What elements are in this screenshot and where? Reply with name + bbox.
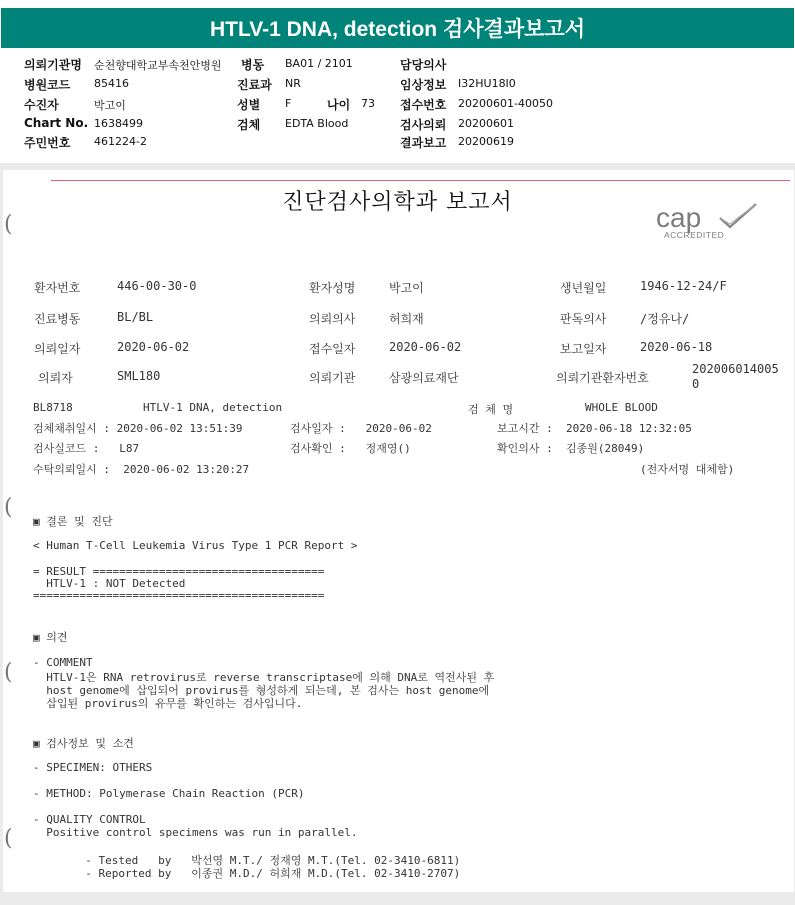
section-opinion: ▣ 의견 xyxy=(33,631,68,644)
result-footer: ============================================ xyxy=(33,589,325,602)
binding-hole-mark: ( xyxy=(4,660,13,685)
id-label: 주민번호 xyxy=(24,136,71,150)
grid-label: 의뢰의사 xyxy=(309,312,356,326)
grid-value: 삼광의료재단 xyxy=(389,371,459,385)
test-confirm: 검사확인 : 정재영() xyxy=(290,442,411,455)
qc-body: Positive control specimens was run in parallel. xyxy=(33,826,358,839)
report-name: < Human T-Cell Leukemia Virus Type 1 PCR Report > xyxy=(33,539,358,552)
grid-value: 2020-06-18 xyxy=(640,340,713,354)
header-rule xyxy=(51,180,790,181)
patient-label: 수진자 xyxy=(24,98,59,112)
reported-by: - Reported by 이종권 M.D./ 허희재 M.D.(Tel. 02-3410-2707) xyxy=(72,867,461,880)
patient-info-panel xyxy=(0,56,795,156)
grid-label: 환자성명 xyxy=(309,281,356,295)
grid-value-wrap: 0 xyxy=(692,377,700,391)
receipt-no-value: 20200601-40050 xyxy=(458,97,553,110)
binding-hole-mark: ( xyxy=(4,212,13,237)
grid-value: 1946-12-24/F xyxy=(640,279,727,293)
ward-label: 병동 xyxy=(241,58,265,72)
scanned-report-title: 진단검사의학과 보고서 xyxy=(282,190,513,215)
age-label: 나이 xyxy=(327,98,351,112)
specimen-value: EDTA Blood xyxy=(285,117,349,130)
grid-value: 446-00-30-0 xyxy=(117,279,197,293)
grid-value: 허희재 xyxy=(389,312,424,326)
hospital-code-label: 병원코드 xyxy=(24,78,71,92)
method-line: - METHOD: Polymerase Chain Reaction (PCR) xyxy=(33,787,305,800)
report-time: 보고시간 : 2020-06-18 12:32:05 xyxy=(497,422,692,435)
chart-value: 1638499 xyxy=(94,117,143,130)
grid-label: 의뢰자 xyxy=(38,371,73,385)
grid-label: 생년월일 xyxy=(560,281,607,295)
clinical-label: 임상정보 xyxy=(400,78,447,92)
grid-value: 2020-06-02 xyxy=(117,340,190,354)
result-value: HTLV-1 : NOT Detected xyxy=(33,577,186,590)
patient-value: 박고이 xyxy=(94,99,126,112)
cap-logo-word: cap xyxy=(656,202,702,233)
e-signature-note: (전자서명 대체함) xyxy=(640,463,735,476)
grid-label: 진료병동 xyxy=(34,312,81,326)
checkmark-icon xyxy=(718,202,758,230)
grid-value: /정유나/ xyxy=(640,312,690,326)
grid-label: 보고일자 xyxy=(560,342,607,356)
comment-line: HTLV-1은 RNA retrovirus로 reverse transcriptase에 의해 DNA로 역전사된 후 xyxy=(33,671,495,684)
dept-label: 진료과 xyxy=(237,78,272,92)
clinical-value: I32HU18I0 xyxy=(458,77,516,90)
sex-label: 성별 xyxy=(237,98,261,112)
institution-label: 의뢰기관명 xyxy=(24,58,82,72)
test-date: 검사일자 : 2020-06-02 xyxy=(290,422,432,435)
grid-label: 의뢰일자 xyxy=(34,342,81,356)
result-header: = RESULT =================================== xyxy=(33,565,325,578)
report-date-value: 20200619 xyxy=(458,135,514,148)
comment-heading: - COMMENT xyxy=(33,656,93,669)
id-value: 461224-2 xyxy=(94,135,147,148)
chart-label: Chart No. xyxy=(24,116,89,130)
sex-value: F xyxy=(285,97,292,110)
report-title-bar: HTLV-1 DNA, detection 검사결과보고서 xyxy=(1,8,794,48)
collect-time: 검체채취일시 : 2020-06-02 13:51:39 xyxy=(33,422,243,435)
receipt-no-label: 접수번호 xyxy=(400,98,447,112)
comment-line: 삽입된 provirus의 유무를 확인하는 검사입니다. xyxy=(33,697,303,710)
grid-label: 판독의사 xyxy=(560,312,607,326)
grid-value: 박고이 xyxy=(389,281,424,295)
specimen-name-label: 검 체 명 xyxy=(468,403,514,416)
request-label: 검사의뢰 xyxy=(400,118,447,132)
binding-hole-mark: ( xyxy=(4,826,13,851)
consign-time: 수탁의뢰일시 : 2020-06-02 13:20:27 xyxy=(33,463,250,476)
cap-accredited-text: ACCREDITED xyxy=(664,230,725,240)
test-code: BL8718 xyxy=(33,401,73,414)
specimen-label: 검체 xyxy=(237,118,261,132)
qc-heading: - QUALITY CONTROL xyxy=(33,813,146,826)
grid-value: 202006014005 xyxy=(692,362,779,376)
binding-hole-mark: ( xyxy=(4,495,13,520)
grid-label: 의뢰기관 xyxy=(309,371,356,385)
comment-line: host genome에 삽입되어 provirus를 형성하게 되는데, 본 검사는 host genome에 xyxy=(33,684,490,697)
hospital-code-value: 85416 xyxy=(94,77,129,90)
request-value: 20200601 xyxy=(458,117,514,130)
specimen-name-value: WHOLE BLOOD xyxy=(585,401,658,414)
tested-by: - Tested by 박선영 M.T./ 정재영 M.T.(Tel. 02-3410-6811) xyxy=(72,854,461,867)
section-test-info: ▣ 검사정보 및 소견 xyxy=(33,737,134,750)
institution-value: 순천향대학교부속천안병원 xyxy=(94,59,222,72)
lab-room-code: 검사실코드 : L87 xyxy=(33,442,140,455)
grid-label: 의뢰기관환자번호 xyxy=(556,371,649,385)
report-date-label: 결과보고 xyxy=(400,136,447,150)
grid-label: 접수일자 xyxy=(309,342,356,356)
ward-value: BA01 / 2101 xyxy=(285,57,353,70)
section-conclusion: ▣ 결론 및 진단 xyxy=(33,515,113,528)
grid-label: 환자번호 xyxy=(34,281,81,295)
age-value: 73 xyxy=(361,97,375,110)
dept-value: NR xyxy=(285,77,301,90)
grid-value: BL/BL xyxy=(117,310,154,324)
confirm-doctor: 확인의사 : 김종원(28049) xyxy=(497,442,645,455)
doctor-label: 담당의사 xyxy=(400,58,447,72)
cap-accredited-logo xyxy=(656,200,766,242)
specimen-line: - SPECIMEN: OTHERS xyxy=(33,761,153,774)
grid-value: SML180 xyxy=(117,369,161,383)
test-name: HTLV-1 DNA, detection xyxy=(143,401,283,414)
grid-value: 2020-06-02 xyxy=(389,340,462,354)
